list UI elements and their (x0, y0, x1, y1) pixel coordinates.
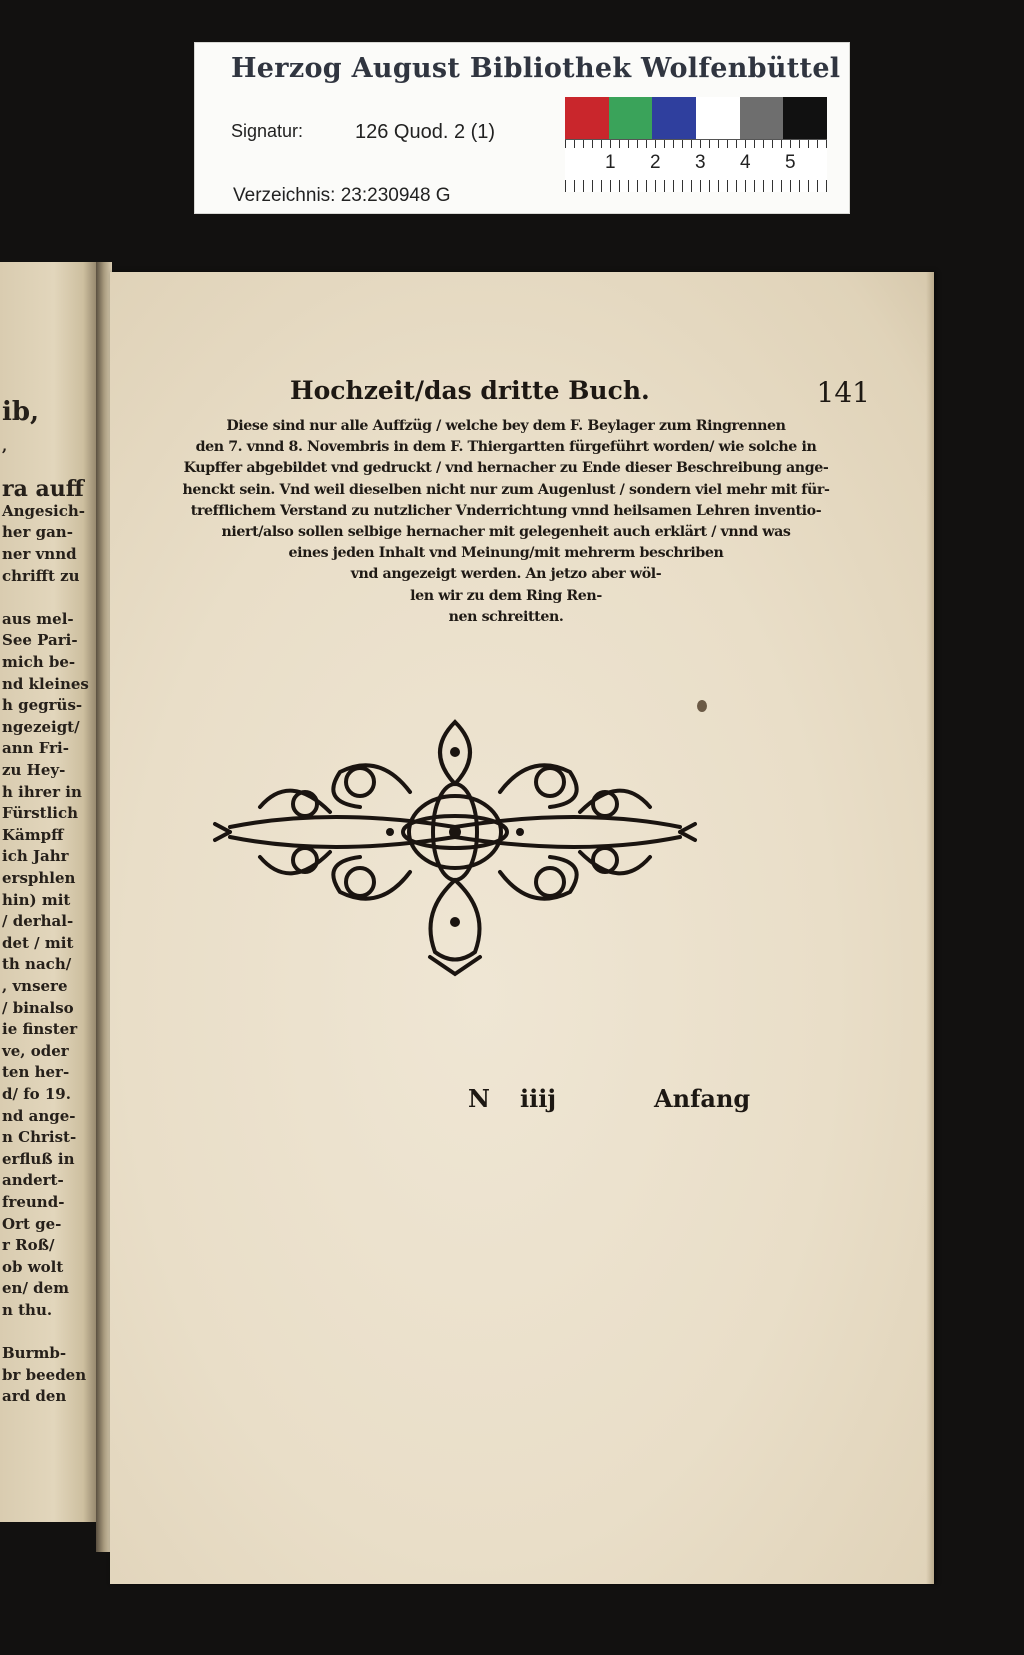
running-title: Hochzeit/das dritte Buch. (290, 376, 650, 405)
ruler-number: 5 (785, 152, 796, 173)
facing-text-line: Fürstlich (2, 804, 79, 823)
facing-text-line: , (2, 437, 8, 455)
facing-text-line: n thu. (2, 1301, 53, 1319)
facing-text-line: Kämpff (2, 825, 64, 844)
body-text (148, 416, 864, 628)
facing-text-line: mich be- (2, 653, 76, 671)
ruler-number: 4 (740, 152, 751, 173)
color-swatch (652, 97, 696, 139)
facing-text-line: See Pari- (2, 631, 78, 650)
verzeichnis: Verzeichnis: 23:230948 G (233, 185, 451, 206)
text-line: den 7. vnnd 8. Novembris in dem F. Thiergartten fürgeführt worden/ wie solche in (195, 439, 817, 456)
facing-text-line: en/ dem (2, 1279, 70, 1298)
text-line: Diese sind nur alle Auffzüg / welche bey dem F. Beylager zum Ringrennen (226, 418, 786, 434)
catchword: Anfang (654, 1084, 751, 1113)
signature-roman: iiij (520, 1084, 557, 1113)
facing-text-line: ard den (2, 1387, 67, 1406)
running-head (290, 376, 870, 416)
ruler-number: 1 (605, 152, 616, 173)
facing-text-line: / binalso (2, 998, 74, 1017)
facing-text-line: h gegrüs- (2, 696, 83, 715)
facing-text-line: ann Fri- (2, 739, 69, 758)
measurement-ruler (565, 139, 827, 192)
library-name: Herzog August Bibliothek Wolfenbüttel (231, 53, 841, 84)
color-swatch (696, 97, 740, 139)
signatur-value: 126 Quod. 2 (1) (355, 121, 496, 143)
facing-text-line: h ihrer in (2, 782, 82, 801)
text-line: len wir zu dem Ring Ren- (410, 587, 602, 604)
page-number: 141 (816, 376, 870, 409)
text-line: vnd angezeigt werden. An jetzo aber wöl- (350, 566, 662, 583)
facing-text-line: Burmb- (2, 1344, 67, 1363)
facing-text-line: aus mel- (2, 609, 74, 628)
signatur-key: Signatur: (231, 121, 304, 141)
book-page (110, 272, 934, 1584)
facing-text-line: zu Hey- (2, 761, 66, 779)
facing-text-line: chrifft zu (2, 566, 80, 585)
facing-text-line: erfluß in (2, 1149, 75, 1168)
text-line: henckt sein. Vnd weil dieselben nicht nur zum Augenlust / sondern viel mehr mit für- (182, 481, 830, 498)
ruler-number: 2 (650, 152, 661, 173)
color-swatch (565, 97, 609, 139)
facing-text-line: nd kleines (2, 674, 89, 693)
text-line: trefflichem Verstand zu nutzlicher Vnderrichtung vnnd heilsamen Lehren inventio- (190, 502, 822, 519)
facing-text-line: d/ fo 19. (2, 1085, 71, 1103)
ruler-ticks-top (565, 140, 827, 148)
ink-spot (697, 700, 707, 712)
catalog-label (194, 42, 850, 214)
facing-text-line: br beeden (2, 1365, 87, 1384)
facing-text-line: , vnsere (2, 977, 68, 995)
ruler-ticks-bottom (565, 180, 827, 192)
facing-text-line: ve, oder (2, 1041, 69, 1060)
facing-text-line: her gan- (2, 523, 73, 542)
facing-text-line: ib, (2, 397, 40, 427)
facing-text-line: ngezeigt/ (2, 717, 80, 736)
facing-text-line: ich Jahr (2, 847, 69, 866)
text-line: niert/also sollen selbige hernacher mit gelegenheit auch erklärt / vnnd was (221, 523, 791, 540)
signature-mark: N (468, 1084, 490, 1113)
color-swatch (783, 97, 827, 139)
facing-text-line: ob wolt (2, 1257, 64, 1276)
facing-text-line: nd ange- (2, 1106, 76, 1125)
facing-text-line: th nach/ (2, 955, 72, 974)
facing-text-line: Ort ge- (2, 1214, 62, 1233)
text-line: Kupffer abgebildet vnd gedruckt / vnd hernacher zu Ende dieser Beschreibung ange- (183, 460, 829, 477)
text-line: eines jeden Inhalt vnd Meinung/mit mehrerm beschriben (288, 545, 724, 562)
color-swatch (609, 97, 653, 139)
facing-text-line: ten her- (2, 1063, 70, 1082)
facing-page (0, 262, 98, 1522)
color-calibration-strip (565, 97, 827, 139)
facing-text-line: det / mit (2, 933, 74, 952)
color-swatch (740, 97, 784, 139)
facing-text-line: Angesich- (2, 501, 85, 520)
facing-text-line: ra auff (2, 476, 84, 503)
facing-text-line: / derhal- (2, 912, 74, 931)
ruler-number: 3 (695, 152, 706, 173)
facing-text-line: andert- (2, 1171, 64, 1190)
facing-text-line: ie finster (2, 1020, 78, 1039)
printers-ornament (210, 712, 700, 982)
facing-text-line: freund- (2, 1193, 65, 1211)
facing-text-line: n Christ- (2, 1128, 77, 1147)
text-line: nen schreitten. (448, 608, 564, 625)
facing-text-line: hin) mit (2, 890, 71, 909)
facing-text-line: ner vnnd (2, 545, 77, 563)
facing-text-line: r Roß/ (2, 1236, 55, 1255)
facing-text-line: ersphlen (2, 869, 76, 887)
page-edge (926, 272, 934, 1584)
